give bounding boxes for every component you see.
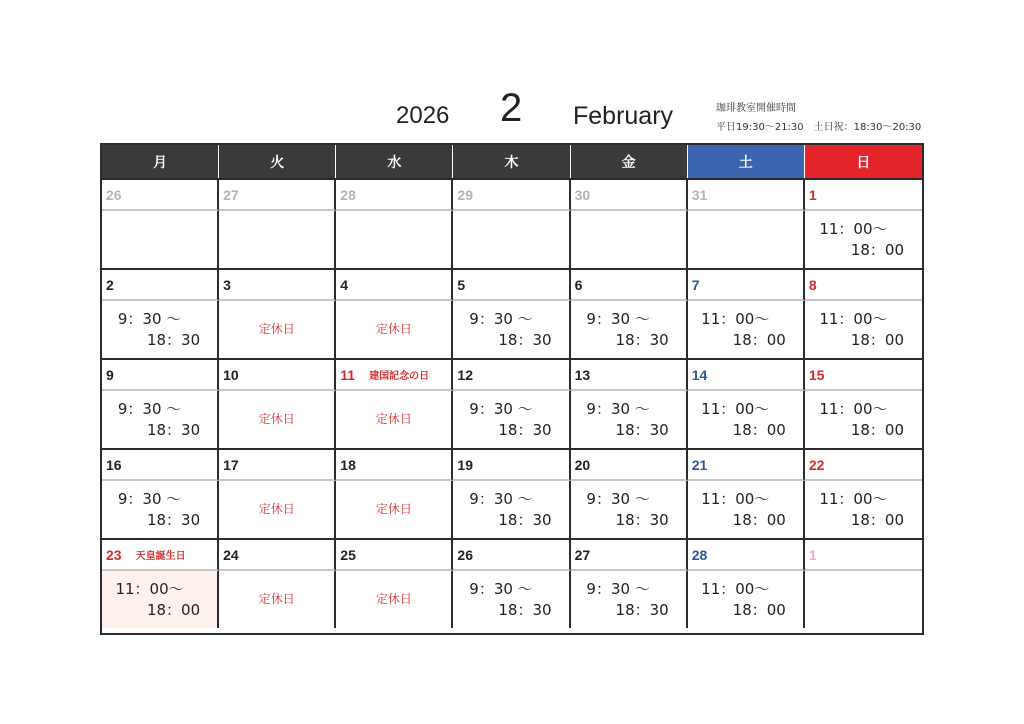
day-number-cell xyxy=(453,448,570,481)
day-number-cell xyxy=(102,538,219,571)
day-content-cell xyxy=(102,211,219,268)
day-number: 19 xyxy=(457,456,473,473)
day-number-cell xyxy=(219,268,336,301)
close-time: 18：30 xyxy=(498,600,552,619)
open-time: 11：00〜 xyxy=(819,399,888,418)
open-time: 9：30 〜 xyxy=(117,399,182,418)
day-number-cell xyxy=(336,178,453,211)
day-content-cell xyxy=(102,571,219,628)
day-content-cell xyxy=(102,481,219,538)
day-number-cell xyxy=(336,358,453,391)
day-number: 2 xyxy=(106,276,114,293)
open-time: 11：00〜 xyxy=(819,309,888,328)
day-number: 1 xyxy=(808,186,817,203)
open-time: 11：00〜 xyxy=(115,579,184,598)
open-time: 11：00〜 xyxy=(701,399,770,418)
close-time: 18：00 xyxy=(732,510,786,529)
day-number: 9 xyxy=(106,366,114,383)
close-time: 18：30 xyxy=(146,330,201,349)
day-number-cell xyxy=(336,268,453,301)
open-time: 9：30 〜 xyxy=(469,579,533,598)
close-time: 18：30 xyxy=(498,510,552,529)
day-number: 1 xyxy=(808,546,817,563)
day-number-cell xyxy=(571,178,688,211)
day-number-cell xyxy=(102,358,219,391)
day-number-cell xyxy=(805,178,922,211)
day-number: 25 xyxy=(340,546,356,563)
closed-day-label: 定休日 xyxy=(375,412,412,426)
day-number-cell xyxy=(102,178,219,211)
day-content-cell xyxy=(219,571,336,628)
day-content-cell xyxy=(453,571,570,628)
day-number-cell xyxy=(688,538,805,571)
day-number: 5 xyxy=(457,276,466,293)
day-number-cell xyxy=(102,268,219,301)
year-label: 2026 xyxy=(396,102,450,129)
day-content-cell xyxy=(453,211,570,268)
day-number: 29 xyxy=(457,186,473,203)
day-number-cell xyxy=(805,268,922,301)
close-time: 18：00 xyxy=(732,420,786,439)
day-number: 27 xyxy=(223,186,239,203)
day-content-cell xyxy=(571,301,688,358)
day-number: 21 xyxy=(691,456,708,473)
open-time: 11：00〜 xyxy=(701,489,770,508)
open-time: 9：30 〜 xyxy=(586,579,650,598)
open-time: 9：30 〜 xyxy=(117,309,182,328)
close-time: 18：30 xyxy=(498,420,552,439)
day-number: 3 xyxy=(223,276,231,293)
day-number: 11 xyxy=(340,366,356,383)
weekday-header-sun: 日 xyxy=(805,145,922,178)
month-name: February xyxy=(573,102,674,130)
day-content-cell xyxy=(805,301,922,358)
day-number-cell xyxy=(336,448,453,481)
holiday-name: 天皇誕生日 xyxy=(135,551,186,562)
day-content-cell xyxy=(805,391,922,448)
day-number: 18 xyxy=(340,456,356,473)
close-time: 18：00 xyxy=(850,240,905,259)
day-number-cell xyxy=(805,448,922,481)
day-number: 17 xyxy=(223,456,239,473)
day-number: 13 xyxy=(574,366,591,383)
day-content-cell xyxy=(805,211,922,268)
weekday-header-wed: 水 xyxy=(336,145,453,178)
class-hours-detail: 平日19:30〜21:30 土日祝：18:30〜20:30 xyxy=(716,122,922,133)
day-number-cell xyxy=(571,538,688,571)
day-number-cell xyxy=(102,448,219,481)
month-number: 2 xyxy=(500,86,523,130)
day-number: 28 xyxy=(691,546,708,563)
day-number: 6 xyxy=(574,276,583,293)
day-number: 16 xyxy=(106,456,122,473)
close-time: 18：30 xyxy=(615,420,669,439)
day-content-cell xyxy=(336,301,453,358)
day-number-cell xyxy=(688,358,805,391)
weekday-header-sat: 土 xyxy=(688,145,805,178)
open-time: 9：30 〜 xyxy=(117,489,182,508)
day-number: 4 xyxy=(340,276,349,293)
close-time: 18：00 xyxy=(850,330,905,349)
close-time: 18：00 xyxy=(732,330,786,349)
day-content-cell xyxy=(219,211,336,268)
day-content-cell xyxy=(219,301,336,358)
day-content-cell xyxy=(453,481,570,538)
day-number: 10 xyxy=(223,366,239,383)
day-number-cell xyxy=(571,448,688,481)
day-content-cell xyxy=(102,391,219,448)
close-time: 18：30 xyxy=(146,420,201,439)
holiday-name: 建国記念の日 xyxy=(369,371,430,382)
day-content-cell xyxy=(571,211,688,268)
day-content-cell xyxy=(336,211,453,268)
day-content-cell xyxy=(688,481,805,538)
day-number-cell xyxy=(571,268,688,301)
day-content-cell xyxy=(688,301,805,358)
closed-day-label: 定休日 xyxy=(258,412,295,426)
day-content-cell xyxy=(219,391,336,448)
calendar-grid xyxy=(100,143,924,635)
open-time: 9：30 〜 xyxy=(586,309,650,328)
day-number: 31 xyxy=(691,186,708,203)
day-number: 20 xyxy=(574,456,591,473)
weekday-header-thu: 木 xyxy=(453,145,570,178)
day-content-cell xyxy=(805,481,922,538)
day-number: 26 xyxy=(106,186,122,203)
day-number-cell xyxy=(219,358,336,391)
day-number-cell xyxy=(688,448,805,481)
open-time: 9：30 〜 xyxy=(469,489,533,508)
day-number: 22 xyxy=(808,456,825,473)
close-time: 18：30 xyxy=(498,330,552,349)
day-content-cell xyxy=(102,301,219,358)
day-number: 15 xyxy=(808,366,825,383)
day-content-cell xyxy=(453,301,570,358)
day-number: 12 xyxy=(457,366,473,383)
class-hours-title: 珈琲教室開催時間 xyxy=(716,103,796,114)
closed-day-label: 定休日 xyxy=(375,322,412,336)
day-number-cell xyxy=(688,178,805,211)
close-time: 18：00 xyxy=(850,510,905,529)
day-number: 30 xyxy=(574,186,591,203)
close-time: 18：30 xyxy=(615,600,669,619)
closed-day-label: 定休日 xyxy=(258,322,295,336)
day-number: 27 xyxy=(574,546,591,563)
day-content-cell xyxy=(336,571,453,628)
day-number-cell xyxy=(688,268,805,301)
open-time: 11：00〜 xyxy=(819,489,888,508)
day-number-cell xyxy=(453,538,570,571)
day-number: 7 xyxy=(691,276,700,293)
day-content-cell xyxy=(688,571,805,628)
day-number-cell xyxy=(219,538,336,571)
open-time: 9：30 〜 xyxy=(586,489,650,508)
close-time: 18：30 xyxy=(615,510,669,529)
open-time: 11：00〜 xyxy=(701,579,770,598)
close-time: 18：00 xyxy=(732,600,786,619)
day-number-cell xyxy=(805,538,922,571)
close-time: 18：30 xyxy=(146,510,201,529)
day-number: 23 xyxy=(106,546,122,563)
day-content-cell xyxy=(571,571,688,628)
weekday-header-fri: 金 xyxy=(571,145,688,178)
closed-day-label: 定休日 xyxy=(258,502,295,516)
day-number-cell xyxy=(453,358,570,391)
day-content-cell xyxy=(688,211,805,268)
day-number: 26 xyxy=(457,546,473,563)
open-time: 11：00〜 xyxy=(819,219,888,238)
day-number-cell xyxy=(219,178,336,211)
close-time: 18：00 xyxy=(850,420,905,439)
day-content-cell xyxy=(805,571,922,628)
day-number-cell xyxy=(453,268,570,301)
day-number: 28 xyxy=(340,186,356,203)
day-content-cell xyxy=(453,391,570,448)
open-time: 9：30 〜 xyxy=(469,399,533,418)
day-number: 24 xyxy=(223,546,239,563)
open-time: 9：30 〜 xyxy=(469,309,533,328)
closed-day-label: 定休日 xyxy=(258,592,295,606)
day-content-cell xyxy=(571,481,688,538)
closed-day-label: 定休日 xyxy=(375,502,412,516)
day-content-cell xyxy=(336,481,453,538)
open-time: 11：00〜 xyxy=(701,309,770,328)
closed-day-label: 定休日 xyxy=(375,592,412,606)
day-number-cell xyxy=(571,358,688,391)
weekday-header-mon: 月 xyxy=(102,145,219,178)
weekday-header-tue: 火 xyxy=(219,145,336,178)
day-content-cell xyxy=(688,391,805,448)
day-number-cell xyxy=(219,448,336,481)
day-number: 8 xyxy=(808,276,817,293)
day-number-cell xyxy=(805,358,922,391)
close-time: 18：30 xyxy=(615,330,669,349)
day-number-cell xyxy=(336,538,453,571)
day-number: 14 xyxy=(691,366,708,383)
close-time: 18：00 xyxy=(146,600,201,619)
day-content-cell xyxy=(336,391,453,448)
day-number-cell xyxy=(453,178,570,211)
day-content-cell xyxy=(571,391,688,448)
day-content-cell xyxy=(219,481,336,538)
open-time: 9：30 〜 xyxy=(586,399,650,418)
